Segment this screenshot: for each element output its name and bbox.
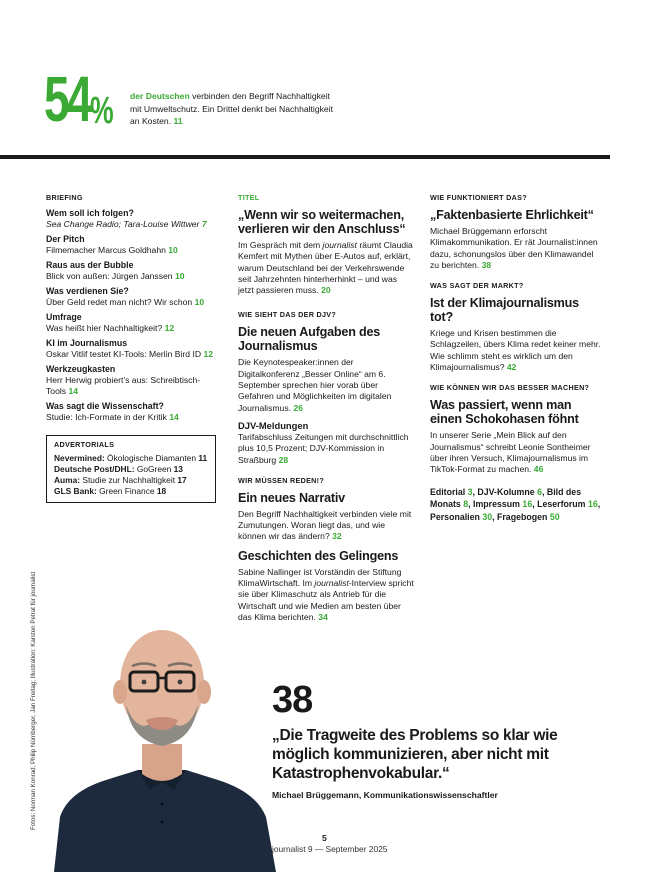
- briefing-item-sub: Blick von außen: Jürgen Janssen 10: [46, 271, 185, 281]
- regular-section-name: , Leserforum: [532, 499, 588, 510]
- advertorial-row[interactable]: [54, 486, 209, 497]
- article-teaser: In unserer Serie „Mein Blick auf den Journalismus“ schreibt Leonie Sontheimer über ihren Versuch, Klimajournalismus im TikTok-Format zu machen. 46: [430, 430, 591, 475]
- briefing-item-title: Umfrage: [46, 312, 82, 322]
- advertorial-brand: Deutsche Post/DHL:: [54, 464, 135, 474]
- advertorial-page: 11: [198, 453, 208, 463]
- article-page: 46: [533, 464, 544, 475]
- article-schokohase[interactable]: [430, 398, 602, 475]
- regular-section-page[interactable]: 50: [549, 511, 560, 522]
- stat-lead: der Deutschen: [130, 91, 190, 101]
- section-label-djv: WIE SIEHT DAS DER DJV?: [238, 310, 337, 320]
- briefing-item-sub: Herr Herwig probiert’s aus: Schreibtisch-Tools 14: [46, 375, 201, 396]
- briefing-item-page: 14: [169, 412, 179, 422]
- briefing-item-page: 10: [168, 245, 178, 255]
- advertorial-row[interactable]: [54, 453, 209, 464]
- article-page: 28: [278, 454, 289, 465]
- regular-section-page[interactable]: 16: [587, 499, 598, 510]
- advertorial-brand: GLS Bank:: [54, 486, 97, 496]
- article-teaser: Den Begriff Nachhaltigkeit verbinden viele mit Zumutungen. Woran liegt das, und wie können wir das ändern? 32: [238, 508, 412, 542]
- briefing-item-title: Werkzeugkasten: [46, 364, 116, 374]
- quote-page-number: 38: [272, 679, 313, 721]
- regular-section-page[interactable]: 8: [463, 499, 469, 510]
- quote-author: Michael Brüggemann, Kommunikationswissenschaftler: [272, 790, 498, 800]
- advertorial-page: 18: [156, 486, 167, 496]
- article-title: „Wenn wir so weitermachen, verlieren wir den Anschluss“: [238, 208, 406, 236]
- article-narrativ[interactable]: [238, 491, 414, 543]
- article-page: 34: [318, 611, 328, 622]
- article-teaser: Michael Brüggemann erforscht Klimakommunikation. Er rät Journalist:innen dazu, schonungslos über den Klimawandel zu berichten. 38: [430, 226, 598, 270]
- top-rule: [0, 155, 610, 159]
- briefing-item[interactable]: [46, 208, 218, 230]
- stat-body: verbinden den Begriff Nachhaltigkeit mit Umweltschutz. Ein Drittel denkt bei Nachhaltigkeit an Kosten.: [130, 91, 333, 126]
- advertorial-page: 13: [173, 464, 183, 474]
- section-label-titel: TITEL: [238, 193, 260, 202]
- briefing-item[interactable]: [46, 401, 218, 423]
- article-djv-meldungen[interactable]: [238, 420, 414, 466]
- regular-section-name: , Impressum: [468, 499, 523, 510]
- title-column: [238, 193, 414, 633]
- briefing-item-page: 7: [201, 219, 207, 229]
- article-page: 32: [332, 531, 342, 542]
- photo-credit: Fotos: Norman Konrad, Philip Nürnberger, Jan Freitag; Illustration: Karsten Petrat für journalist: [30, 571, 37, 830]
- briefing-item-sub: Filmemacher Marcus Goldhahn 10: [46, 245, 178, 255]
- article-teaser: Im Gespräch mit dem journalist räumt Claudia Kemfert mit Mythen über E-Autos auf, erklärt, warum Deutschland bei der Verkehrswende seit Jahrzehnten hinterherhinkt – und was jetzt passieren muss. 20: [238, 240, 413, 296]
- regular-section-name: , Fragebogen: [492, 511, 550, 522]
- page-number: 5: [322, 833, 327, 843]
- article-teaser: Sabine Nallinger ist Vorständin der Stiftung KlimaWirtschaft. Im journalist-Interview spricht sie über Klimaschutz als Antrieb für die Wirtschaft und wie Medien am besten über das Klima berichten. 34: [238, 566, 414, 622]
- article-djv-aufgaben[interactable]: [238, 325, 414, 413]
- advertorial-text: GoGreen: [134, 464, 172, 474]
- stat-text: [130, 90, 340, 128]
- advertorials-label: ADVERTORIALS: [54, 440, 115, 449]
- briefing-item-sub: Oskar Vitlif testet KI-Tools: Merlin Bird ID 12: [46, 349, 214, 359]
- article-title: Was passiert, wenn man einen Schokohasen föhnt: [430, 398, 579, 427]
- briefing-item-title: Wem soll ich folgen?: [46, 208, 134, 218]
- article-teaser: Die Keynotespeaker:innen der Digitalkonferenz „Besser Online“ am 6. September sprechen hier vorab über Gefahren und Möglichkeiten im digitalen Journalismus. 26: [238, 357, 392, 413]
- briefing-item-title: KI im Journalismus: [46, 338, 128, 348]
- advertorials-box: [46, 435, 216, 503]
- regular-section-name: , DJV-Kolumne: [472, 486, 538, 497]
- article-title: Ist der Klimajournalismus tot?: [430, 296, 579, 325]
- briefing-item[interactable]: [46, 234, 218, 256]
- section-label-besser: WIE KÖNNEN WIR DAS BESSER MACHEN?: [430, 383, 590, 393]
- article-page: 26: [293, 402, 303, 413]
- briefing-item[interactable]: [46, 260, 218, 282]
- briefing-item-sub: Studie: Ich-Formate in der Kritik 14: [46, 412, 179, 422]
- article-title: Die neuen Aufgaben des Journalismus: [238, 325, 381, 354]
- article-teaser: Tarifabschluss Zeitungen mit durchschnittlich plus 10,5 Prozent; DJV-Kommission in Straßburg 28: [238, 431, 409, 465]
- section-label-markt: WAS SAGT DER MARKT?: [430, 281, 524, 291]
- briefing-item-page: 12: [203, 349, 214, 359]
- issue-label: journalist 9 — September 2025: [272, 844, 388, 854]
- article-klimajournalismus[interactable]: [430, 296, 602, 373]
- regular-section-name: Editorial: [430, 486, 468, 497]
- regular-section-name: , Personalien: [430, 499, 601, 522]
- briefing-item-page: 10: [194, 297, 205, 307]
- briefing-item-page: 10: [174, 271, 185, 281]
- stat-number: 54: [44, 63, 90, 135]
- advertorials-list: [54, 453, 209, 497]
- advertorial-text: Green Finance: [96, 486, 155, 496]
- advertorial-brand: Auma:: [54, 475, 81, 485]
- briefing-item-sub: Sea Change Radio; Tara-Louise Wittwer 7: [46, 219, 207, 229]
- article-ehrlichkeit[interactable]: [430, 208, 602, 271]
- stat-percent-sign: %: [90, 90, 114, 132]
- briefing-list: [46, 208, 218, 423]
- article-page: 20: [321, 285, 331, 296]
- briefing-item-sub: Was heißt hier Nachhaltigkeit? 12: [46, 323, 175, 333]
- regular-section-name: , Bild des Monats: [430, 486, 582, 510]
- briefing-item[interactable]: [46, 364, 218, 397]
- regular-section-page[interactable]: 6: [537, 486, 542, 497]
- advertorial-text: Studie zur Nachhaltigkeit: [80, 475, 176, 485]
- stat-block: [44, 63, 333, 135]
- portrait-photo: [46, 612, 282, 872]
- briefing-item-title: Was sagt die Wissenschaft?: [46, 401, 164, 411]
- briefing-item[interactable]: [46, 312, 218, 334]
- regular-section-page[interactable]: 30: [482, 511, 493, 522]
- third-column: [430, 193, 602, 523]
- advertorial-text: Ökologische Diamanten: [104, 453, 196, 463]
- briefing-item-sub: Über Geld redet man nicht? Wir schon 10: [46, 297, 205, 307]
- regular-sections-list: [430, 486, 602, 524]
- article-page: 38: [481, 259, 492, 270]
- article-title: Geschichten des Gelingens: [238, 548, 399, 563]
- article-title: „Faktenbasierte Ehrlichkeit“: [430, 208, 594, 222]
- article-kemfert[interactable]: [238, 208, 414, 296]
- briefing-item[interactable]: [46, 286, 218, 308]
- advertorial-brand: Nevermined:: [54, 453, 105, 463]
- briefing-item[interactable]: [46, 338, 218, 360]
- briefing-item-page: 12: [164, 323, 175, 333]
- regular-section-page[interactable]: 16: [522, 499, 533, 510]
- article-title: Ein neues Narrativ: [238, 490, 345, 505]
- advertorial-row[interactable]: [54, 475, 209, 486]
- section-label-reden: WIR MÜSSEN REDEN!?: [238, 475, 325, 485]
- article-page: 42: [506, 362, 517, 373]
- stat-page: 11: [173, 116, 183, 126]
- article-teaser: Kriege und Krisen bestimmen die Schlagzeilen, übers Klima redet keiner mehr. Wie schlimm steht es wirklich um den Klimajournalismus? 42: [430, 328, 601, 373]
- article-title: DJV-Meldungen: [238, 419, 309, 431]
- section-label-briefing: BRIEFING: [46, 193, 83, 202]
- section-label-funktioniert: WIE FUNKTIONIERT DAS?: [430, 193, 527, 202]
- regular-section-page[interactable]: 3: [467, 486, 473, 497]
- pull-quote: „Die Tragweite des Problems so klar wie möglich kommunizieren, aber nicht mit Katastrophenvokabular.“: [272, 727, 558, 782]
- briefing-item-title: Was verdienen Sie?: [46, 286, 129, 296]
- briefing-item-page: 14: [68, 386, 79, 396]
- briefing-column: [46, 193, 218, 503]
- briefing-item-title: Raus aus der Bubble: [46, 260, 134, 270]
- advertorial-page: 17: [177, 475, 187, 485]
- briefing-item-title: Der Pitch: [46, 234, 85, 244]
- advertorial-row[interactable]: [54, 464, 209, 475]
